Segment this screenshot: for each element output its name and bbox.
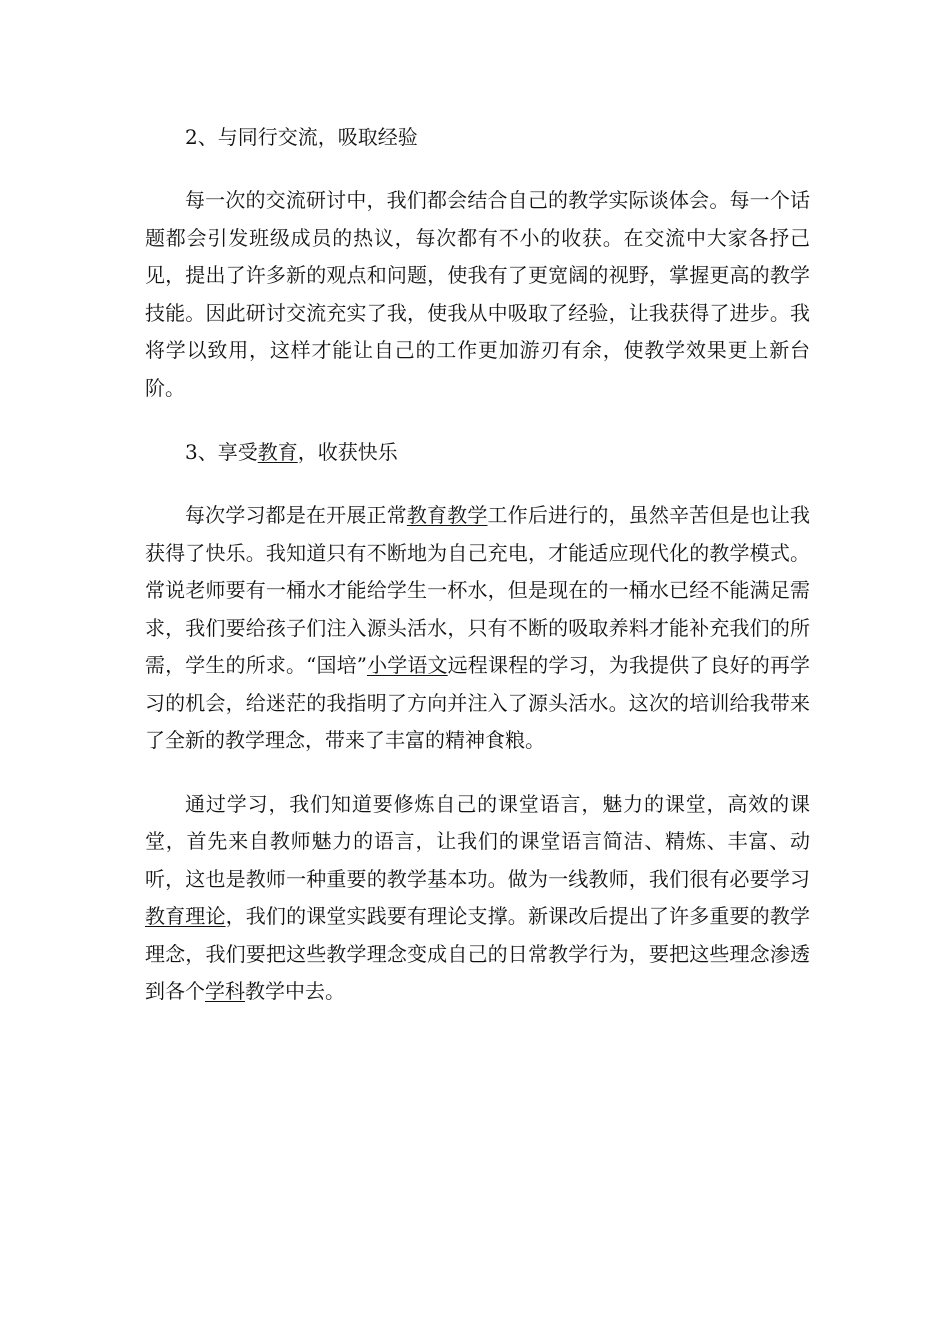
paragraph-text: 通过学习，我们知道要修炼自己的课堂语言，魅力的课堂，高效的课堂，首先来自教师魅力的语言，让我们的课堂语言简洁、精炼、丰富、动听，这也是教师一种重要的教学基本功。做为一线教师，我们很有必要学习 — [145, 791, 810, 891]
link-education-teaching[interactable]: 教育教学 — [406, 503, 488, 527]
paragraph-text: 远程课程的学习，为我提供了良好的再学习的机会，给迷茫的我指明了方向并注入了源头活水。这次的培训给我带来了全新的教学理念，带来了丰富的精神食粮。 — [145, 653, 811, 752]
link-subject[interactable]: 学科 — [205, 979, 245, 1003]
paragraph-text: 每次学习都是在开展正常 — [185, 503, 407, 527]
section-heading-text: 3、享受 — [185, 440, 258, 464]
paragraph-text: 工作后进行的，虽然辛苦但是也让我获得了快乐。我知道只有不断地为自己充电，才能适应现代化的教学模式。常说老师要有一桶水才能给学生一杯水，但是现在的一桶水已经不能满足需求，我们要给孩子们注入源头活水，只有不断的吸取养料才能补充我们的所需，学生的所求。“国培” — [145, 503, 811, 677]
link-education[interactable]: 教育 — [257, 440, 298, 464]
document-content — [145, 118, 810, 1037]
link-primary-chinese[interactable]: 小学语文 — [366, 653, 448, 677]
paragraph-classroom-language — [145, 786, 810, 1011]
link-education-theory[interactable]: 教育理论 — [145, 904, 226, 928]
section-heading-text: ，收获快乐 — [297, 440, 398, 464]
section-heading-3 — [145, 433, 810, 471]
section-heading-text: 2、与同行交流，吸取经验 — [185, 125, 418, 149]
paragraph-text: 教学中去。 — [245, 979, 345, 1003]
paragraph-text: ，我们的课堂实践要有理论支撑。新课改后提出了许多重要的教学理念，我们要把这些教学理念变成自己的日常教学行为，要把这些理念渗透到各个 — [145, 904, 810, 1003]
paragraph-exchange-experience — [145, 182, 810, 407]
paragraph-enjoy-learning — [145, 497, 810, 760]
paragraph-text: 每一次的交流研讨中，我们都会结合自己的教学实际谈体会。每一个话题都会引发班级成员的热议，每次都有不小的收获。在交流中大家各抒己见，提出了许多新的观点和问题，使我有了更宽阔的视野，掌握更高的教学技能。因此研讨交流充实了我，使我从中吸取了经验，让我获得了进步。我将学以致用，这样才能让自己的工作更加游刃有余，使教学效果更上新台阶。 — [145, 188, 810, 400]
section-heading-2 — [145, 118, 810, 156]
